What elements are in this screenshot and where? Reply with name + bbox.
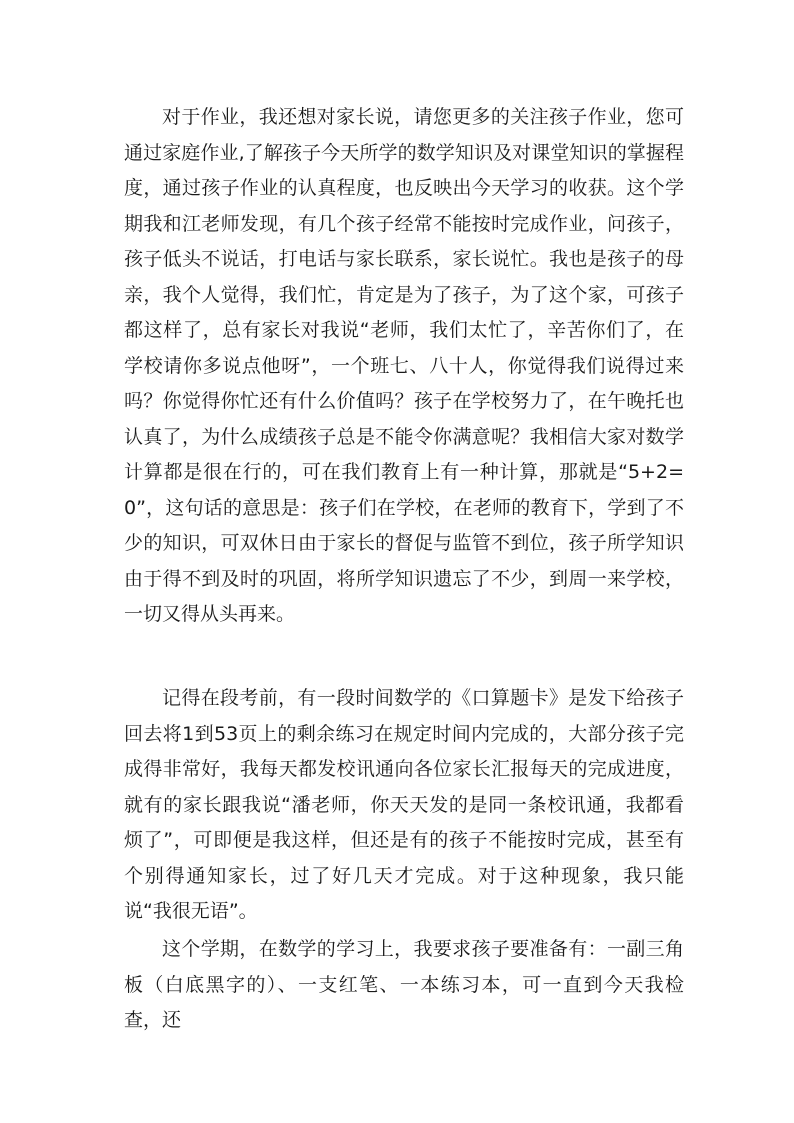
paragraph-oral-arithmetic-cards: 记得在段考前，有一段时间数学的《口算题卡》是发下给孩子回去将1到53页上的剩余练习在规定时间内完成的，大部分孩子完成得非常好，我每天都发校讯通向各位家长汇报每天的完成进度，就有的家长跟我说“潘老师，你天天发的是同一条校讯通，我都看烦了”，可即便是我这样，但还是有的孩子不能按时完成，甚至有个别得通知家长，过了好几天才完成。对于这种现象，我只能说“我很无语”。 <box>124 687 684 922</box>
paragraph-supplies: 这个学期，在数学的学习上，我要求孩子要准备有：一副三角板（白底黑字的）、一支红笔、一本练习本，可一直到今天我检查，还 <box>124 938 684 1031</box>
paragraph-homework: 对于作业，我还想对家长说，请您更多的关注孩子作业，您可通过家庭作业,了解孩子今天所学的数学知识及对课堂知识的掌握程度，通过孩子作业的认真程度，也反映出今天学习的收获。这个学期我和江老师发现，有几个孩子经常不能按时完成作业，问孩子，孩子低头不说话，打电话与家长联系，家长说忙。我也是孩子的母亲，我个人觉得，我们忙，肯定是为了孩子，为了这个家，可孩子都这样了，总有家长对我说“老师，我们太忙了，辛苦你们了，在学校请你多说点他呀”，一个班七、八十人，你觉得我们说得过来吗？你觉得你忙还有什么价值吗？孩子在学校努力了，在午晚托也认真了，为什么成绩孩子总是不能令你满意呢？我相信大家对数学计算都是很在行的，可在我们教育上有一种计算，那就是“5+2=0”，这句话的意思是：孩子们在学校，在老师的教育下，学到了不少的知识，可双休日由于家长的督促与监管不到位，孩子所学知识由于得不到及时的巩固，将所学知识遗忘了不少，到周一来学校，一切又得从头再来。 <box>124 106 684 625</box>
